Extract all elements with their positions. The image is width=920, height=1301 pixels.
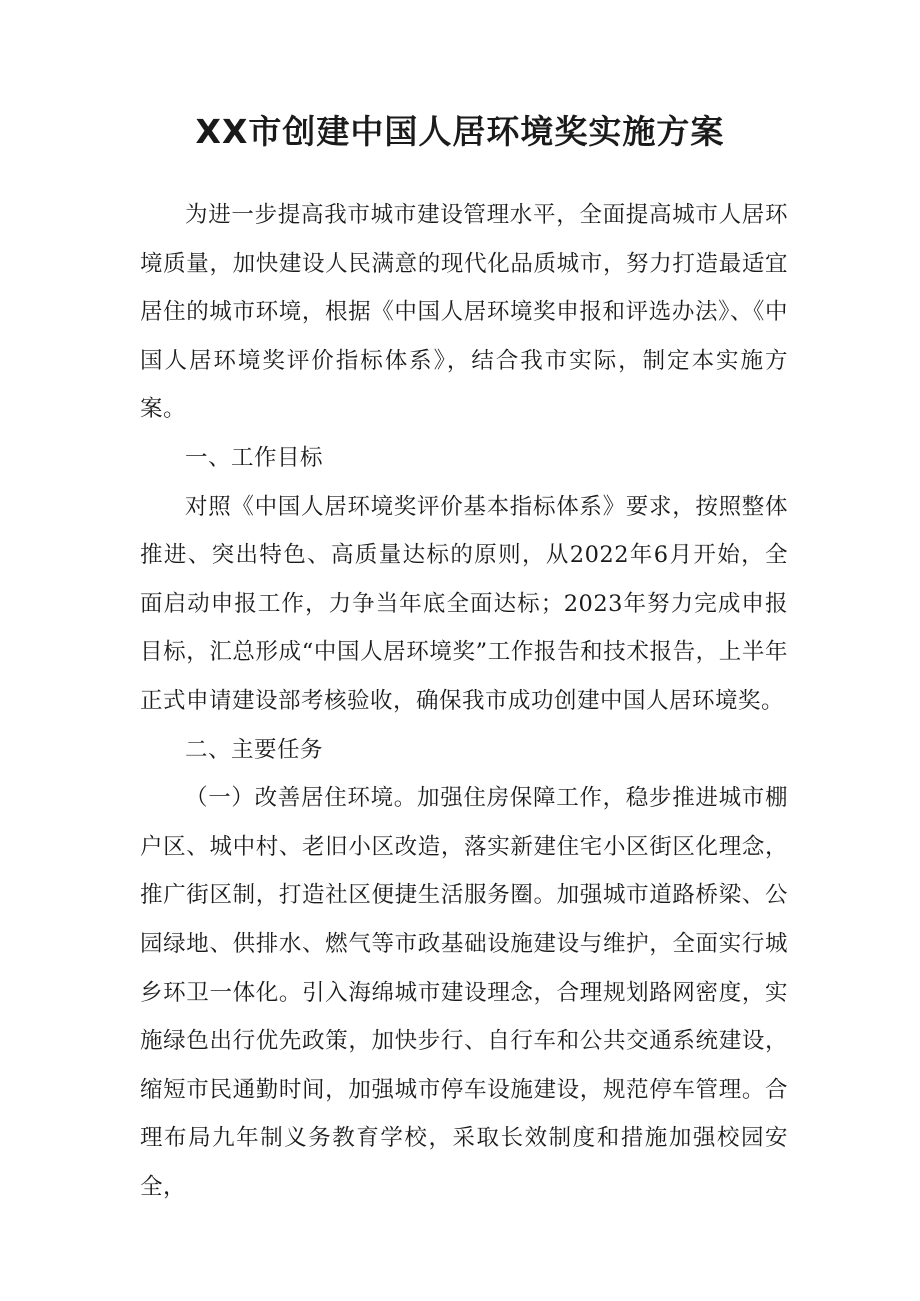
document-title: XX市创建中国人居环境奖实施方案 (195, 112, 725, 151)
work-goals-paragraph: 对照《中国人居环境奖评价基本指标体系》要求，按照整体推进、突出特色、高质量达标的原则，从2022年6月开始，全面启动申报工作，力争当年底全面达标；2023年努力完成申报目标，汇总形成“中国人居环境奖”工作报告和技术报告，上半年正式申请建设部考核验收，确保我市成功创建中国人居环境奖。 (140, 493, 788, 714)
main-tasks-item-1-paragraph: （一）改善居住环境。加强住房保障工作，稳步推进城市棚户区、城中村、老旧小区改造，落实新建住宅小区街区化理念，推广街区制，打造社区便捷生活服务圈。加强城市道路桥梁、公园绿地、供排水、燃气等市政基础设施建设与维护，全面实行城乡环卫一体化。引入海绵城市建设理念，合理规划路网密度，实施绿色出行优先政策，加快步行、自行车和公共交通系统建设，缩短市民通勤时间，加强城市停车设施建设，规范停车管理。合理布局九年制义务教育学校，采取长效制度和措施加强校园安全， (140, 785, 788, 1200)
intro-paragraph: 为进一步提高我市城市建设管理水平，全面提高城市人居环境质量，加快建设人民满意的现代化品质城市，努力打造最适宜居住的城市环境，根据《中国人居环境奖申报和评选办法》、《中国人居环境奖评价指标体系》，结合我市实际，制定本实施方案。 (140, 202, 788, 423)
section-heading-main-tasks: 二、主要任务 (185, 736, 324, 763)
section-heading-work-goals: 一、工作目标 (185, 444, 324, 471)
document-body (140, 191, 788, 1211)
